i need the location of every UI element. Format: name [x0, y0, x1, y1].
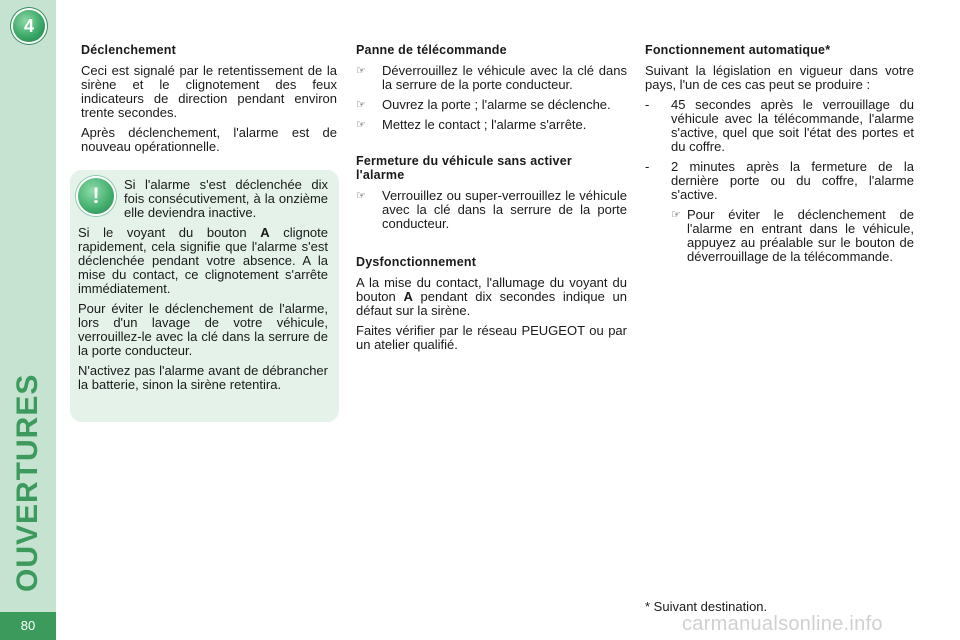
dash-marker: -	[645, 97, 650, 112]
pointing-hand-icon: ☞	[356, 190, 366, 202]
pointing-hand-icon: ☞	[671, 209, 681, 221]
warning-intro: Si l'alarme s'est déclenchée dix fois consécutivement, à la onzième elle deviendra inactive.	[124, 177, 328, 220]
paragraph: Faites vérifier par le réseau PEUGEOT ou par un atelier qualifié.	[356, 323, 627, 352]
list-item: ☞ Verrouillez ou super-verrouillez le véhicule avec la clé dans la serrure de la porte conducteur.	[356, 188, 627, 231]
chapter-number-badge: 4	[13, 10, 45, 42]
list-item: - 45 secondes après le verrouillage du véhicule avec la télécommande, l'alarme s'active, quel que soit l'état des portes et du coffre.	[645, 97, 914, 154]
column-fonctionnement-automatique	[645, 43, 914, 270]
warning-paragraph: Pour éviter le déclenchement de l'alarme, lors d'un lavage de votre véhicule, verrouillez-le avec la clé dans la serrure de la porte conducteur.	[78, 301, 328, 358]
heading-declenchement: Déclenchement	[81, 43, 176, 57]
heading-dysfonctionnement: Dysfonctionnement	[356, 255, 477, 269]
pointing-hand-icon: ☞	[356, 119, 366, 131]
paragraph: Ceci est signalé par le retentissement de la sirène et le clignotement des feux indicateurs de direction pendant environ trente secondes.	[81, 63, 337, 120]
list-item: ☞ Pour éviter le déclenchement de l'alarme en entrant dans le véhicule, appuyez au préalable sur le bouton de déverrouillage de la télécommande.	[671, 207, 914, 264]
paragraph: Après déclenchement, l'alarme est de nouveau opérationnelle.	[81, 125, 337, 154]
dash-marker: -	[645, 159, 650, 174]
warning-content	[78, 178, 328, 398]
pointing-hand-icon: ☞	[356, 65, 366, 77]
watermark: carmanualsonline.info	[682, 613, 883, 635]
list-item: ☞ Déverrouillez le véhicule avec la clé dans la serrure de la porte conducteur.	[356, 63, 627, 92]
warning-paragraph: Si le voyant du bouton A clignote rapidement, cela signifie que l'alarme s'est déclenchée pendant votre absence. A la mise du contact, ce clignotement s'arrête immédiatement.	[78, 225, 329, 296]
column-telecommande	[356, 43, 627, 358]
paragraph: A la mise du contact, l'allumage du voyant du bouton A pendant dix secondes indique un défaut sur la sirène.	[356, 275, 627, 318]
list-item: ☞ Ouvrez la porte ; l'alarme se déclenche.	[356, 97, 611, 112]
paragraph: Suivant la législation en vigueur dans votre pays, l'un de ces cas peut se produire :	[645, 63, 914, 92]
list-item: - 2 minutes après la fermeture de la dernière porte ou du coffre, l'alarme s'active.	[645, 159, 914, 202]
heading-panne-telecommande: Panne de télécommande	[356, 43, 507, 57]
page-number: 80	[20, 618, 36, 633]
footnote: * Suivant destination.	[645, 599, 768, 614]
warning-paragraph: N'activez pas l'alarme avant de débrancher la batterie, sinon la sirène retentira.	[78, 363, 328, 392]
button-a-label: A	[403, 289, 413, 304]
pointing-hand-icon: ☞	[356, 99, 366, 111]
exclamation-icon: !	[76, 176, 116, 216]
section-title: OUVERTURES	[11, 373, 44, 592]
button-a-label: A	[260, 225, 270, 240]
heading-fonctionnement-automatique: Fonctionnement automatique*	[645, 43, 831, 57]
column-declenchement	[81, 43, 337, 160]
list-item: ☞ Mettez le contact ; l'alarme s'arrête.	[356, 117, 587, 132]
heading-fermeture: Fermeture du véhicule sans activer l'alarme	[356, 154, 572, 182]
